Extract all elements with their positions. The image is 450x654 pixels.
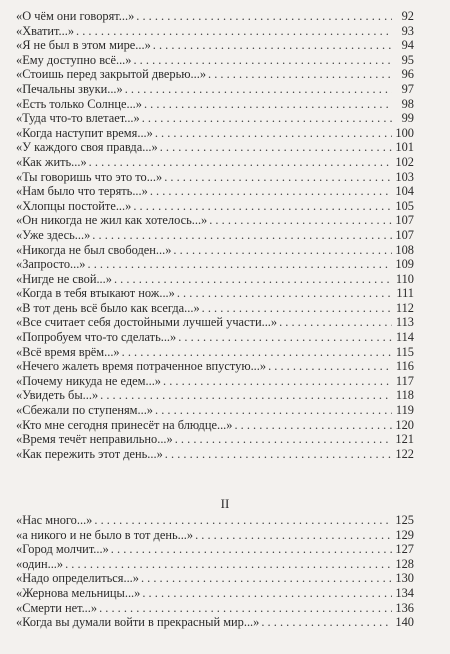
toc-entry (16, 38, 414, 53)
toc-entry-title: «а никого и не было в тот день...» (16, 527, 194, 542)
toc-entry (16, 155, 414, 170)
toc-entry-title: «Он никогда не жил как хотелось...» (16, 213, 208, 228)
toc-entry-title: «Надо определиться...» (16, 571, 139, 586)
dot-leader (92, 228, 392, 243)
dot-leader (160, 140, 392, 155)
dot-leader (202, 301, 392, 316)
toc-entry-title: «Сбежали по ступеням...» (16, 403, 153, 418)
dot-leader (173, 243, 392, 258)
dot-leader (133, 199, 392, 214)
toc-entry (16, 97, 414, 112)
toc-entry-title: «Всё время врём...» (16, 344, 120, 359)
toc-entry-title: «Есть только Солнце...» (16, 96, 142, 111)
toc-entry-page-number: 128 (395, 556, 414, 571)
toc-entry-page-number: 134 (395, 585, 414, 600)
toc-entry (16, 615, 414, 630)
toc-entry-page-number: 98 (401, 96, 414, 111)
toc-entry-page-number: 121 (395, 432, 414, 447)
toc-entry-page-number: 115 (395, 344, 414, 359)
toc-entry-page-number: 140 (395, 615, 414, 630)
toc-entry (16, 601, 414, 616)
toc-entry-title: «Ему доступно всё...» (16, 52, 132, 67)
toc-entry (16, 9, 414, 24)
toc-entry (16, 542, 414, 557)
toc-entry (16, 330, 414, 345)
toc-entry-page-number: 95 (401, 52, 414, 67)
dot-leader (209, 213, 392, 228)
toc-entry-page-number: 113 (395, 315, 414, 330)
table-of-contents-part-2 (16, 513, 414, 630)
toc-entry-page-number: 127 (395, 542, 414, 557)
toc-entry (16, 586, 414, 601)
toc-entry (16, 53, 414, 68)
toc-entry-title: «Смерти нет...» (16, 600, 98, 615)
toc-entry (16, 213, 414, 228)
toc-entry (16, 359, 414, 374)
toc-entry (16, 24, 414, 39)
dot-leader (125, 82, 392, 97)
toc-entry-title: «Когда наступит время...» (16, 125, 153, 140)
toc-entry-page-number: 92 (401, 9, 414, 23)
toc-entry-page-number: 129 (395, 527, 414, 542)
toc-entry-title: «Хватит...» (16, 23, 75, 38)
toc-entry-title: «Когда вы думали войти в прекрасный мир...» (16, 615, 260, 630)
toc-entry (16, 126, 414, 141)
toc-entry (16, 243, 414, 258)
toc-entry-title: «Нечего жалеть время потраченное впустую...» (16, 359, 267, 374)
dot-leader (165, 447, 392, 462)
toc-entry (16, 571, 414, 586)
toc-entry-page-number: 119 (395, 403, 414, 418)
dot-leader (141, 571, 392, 586)
dot-leader (164, 170, 392, 185)
toc-entry (16, 557, 414, 572)
toc-entry-page-number: 97 (401, 81, 414, 96)
toc-entry-title: «Уже здесь...» (16, 227, 91, 242)
toc-entry-title: «Когда в тебя втыкают нож...» (16, 286, 175, 301)
toc-entry-page-number: 103 (395, 169, 414, 184)
toc-entry-title: «Время течёт неправильно...» (16, 432, 173, 447)
dot-leader (177, 286, 392, 301)
dot-leader (268, 359, 392, 374)
toc-entry-title: «Как жить...» (16, 154, 87, 169)
section-heading: II (220, 496, 230, 511)
toc-entry (16, 345, 414, 360)
toc-entry-title: «Ты говоришь что это то...» (16, 169, 163, 184)
dot-leader (88, 257, 392, 272)
toc-entry-title: «Все считает себя достойными лучшей участи...» (16, 315, 278, 330)
toc-entry-title: «О чём они говорят...» (16, 9, 135, 23)
dot-leader (76, 24, 392, 39)
toc-entry-title: «Стоишь перед закрытой дверью...» (16, 67, 207, 82)
toc-entry-title: «Никогда не был свободен...» (16, 242, 172, 257)
dot-leader (155, 126, 392, 141)
toc-entry-title: «Кто мне сегодня принесёт на блюдце...» (16, 417, 233, 432)
dot-leader (99, 601, 392, 616)
toc-entry-page-number: 116 (395, 359, 414, 374)
toc-entry-page-number: 93 (401, 23, 414, 38)
dot-leader (133, 53, 392, 68)
toc-entry-title: «Как пережить этот день...» (16, 446, 163, 461)
dot-leader (114, 272, 392, 287)
toc-entry (16, 513, 414, 528)
toc-entry-title: «Запросто...» (16, 257, 86, 272)
toc-entry-title: «Жернова мельницы...» (16, 585, 141, 600)
dot-leader (175, 432, 392, 447)
toc-entry-page-number: 120 (395, 417, 414, 432)
toc-entry-title: «Увидеть бы...» (16, 388, 99, 403)
toc-entry-page-number: 114 (395, 330, 414, 345)
toc-entry-title: «В тот день всё было как всегда...» (16, 300, 200, 315)
toc-entry-page-number: 99 (401, 111, 414, 126)
toc-entry-page-number: 109 (395, 257, 414, 272)
toc-entry-title: «Почему никуда не едем...» (16, 373, 162, 388)
dot-leader (144, 97, 392, 112)
toc-entry (16, 447, 414, 462)
toc-entry-page-number: 105 (395, 198, 414, 213)
toc-entry-page-number: 130 (395, 571, 414, 586)
toc-entry-title: «один...» (16, 556, 64, 571)
toc-entry-title: «У каждого своя правда...» (16, 140, 158, 155)
toc-entry (16, 111, 414, 126)
toc-entry (16, 272, 414, 287)
dot-leader (163, 374, 392, 389)
dot-leader (195, 528, 392, 543)
toc-entry-page-number: 117 (395, 373, 414, 388)
dot-leader (279, 315, 392, 330)
toc-entry-page-number: 104 (395, 184, 414, 199)
dot-leader (136, 9, 392, 24)
toc-entry (16, 374, 414, 389)
table-of-contents-part-1 (16, 9, 414, 461)
toc-entry (16, 286, 414, 301)
dot-leader (150, 184, 392, 199)
toc-entry-page-number: 107 (395, 227, 414, 242)
toc-entry (16, 418, 414, 433)
toc-entry-title: «Город молчит...» (16, 542, 109, 557)
dot-leader (261, 615, 392, 630)
toc-entry (16, 432, 414, 447)
dot-leader (208, 67, 392, 82)
toc-entry-page-number: 110 (395, 271, 414, 286)
dot-leader (142, 111, 392, 126)
toc-entry-page-number: 111 (396, 286, 414, 301)
toc-entry (16, 301, 414, 316)
toc-entry (16, 170, 414, 185)
toc-entry-page-number: 94 (401, 38, 414, 53)
toc-entry-page-number: 112 (395, 300, 414, 315)
toc-entry-page-number: 125 (395, 513, 414, 527)
toc-entry (16, 140, 414, 155)
toc-entry-title: «Нигде не свой...» (16, 271, 112, 286)
toc-entry (16, 257, 414, 272)
toc-entry-title: «Хлопцы постойте...» (16, 198, 132, 213)
toc-entry (16, 528, 414, 543)
toc-entry-title: «Печальны звуки...» (16, 81, 123, 96)
toc-entry (16, 82, 414, 97)
toc-entry (16, 315, 414, 330)
dot-leader (94, 513, 392, 528)
dot-leader (155, 403, 392, 418)
toc-entry-title: «Попробуем что-то сделать...» (16, 330, 177, 345)
dot-leader (122, 345, 392, 360)
toc-entry (16, 67, 414, 82)
dot-leader (234, 418, 392, 433)
toc-entry (16, 228, 414, 243)
toc-entry (16, 199, 414, 214)
toc-entry-page-number: 101 (395, 140, 414, 155)
dot-leader (111, 542, 392, 557)
toc-entry-title: «Нас много...» (16, 513, 93, 527)
toc-entry-page-number: 108 (395, 242, 414, 257)
toc-entry-page-number: 100 (395, 125, 414, 140)
toc-entry-page-number: 118 (395, 388, 414, 403)
toc-entry-page-number: 96 (401, 67, 414, 82)
dot-leader (153, 38, 392, 53)
dot-leader (142, 586, 392, 601)
dot-leader (89, 155, 392, 170)
toc-entry (16, 403, 414, 418)
toc-entry-title: «Я не был в этом мире...» (16, 38, 151, 53)
toc-entry-page-number: 136 (395, 600, 414, 615)
toc-entry (16, 388, 414, 403)
dot-leader (100, 388, 392, 403)
toc-entry-title: «Нам было что терять...» (16, 184, 148, 199)
toc-entry-title: «Туда что-то влетает...» (16, 111, 140, 126)
dot-leader (65, 557, 392, 572)
toc-entry-page-number: 122 (395, 446, 414, 461)
toc-entry (16, 184, 414, 199)
toc-entry-page-number: 102 (395, 154, 414, 169)
dot-leader (178, 330, 392, 345)
toc-entry-page-number: 107 (395, 213, 414, 228)
